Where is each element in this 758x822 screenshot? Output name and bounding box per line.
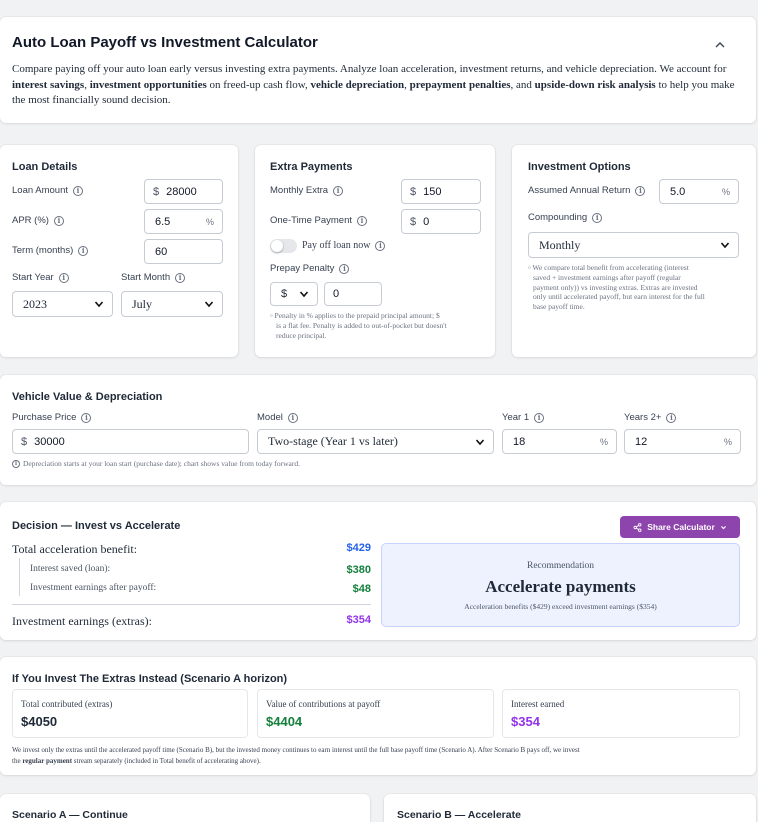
year1-input[interactable]: 18 % (502, 429, 617, 454)
interest-earned-box (502, 689, 740, 738)
depreciation-note: i Depreciation starts at your loan start (purchase date); chart shows value from today forward. (12, 459, 300, 469)
info-icon[interactable]: i (357, 216, 367, 226)
vehicle-title: Vehicle Value & Depreciation (12, 391, 163, 403)
investment-earnings-label: Investment earnings (extras): (12, 614, 152, 628)
info-icon[interactable]: i (73, 186, 83, 196)
breakdown-rail (19, 558, 20, 596)
compounding-select[interactable]: Monthly (528, 232, 739, 258)
years2-label: Years 2+ i (624, 412, 676, 423)
term-label: Term (months) i (12, 245, 88, 256)
chevron-down-icon (299, 289, 309, 299)
payoff-now-label: Pay off loan now i (302, 240, 385, 251)
payoff-now-toggle[interactable] (270, 239, 297, 253)
value-at-payoff-value: $4404 (266, 714, 303, 729)
penalty-value-input[interactable]: 0 (324, 282, 382, 306)
total-benefit-value: $429 (346, 542, 371, 554)
info-icon[interactable]: i (54, 216, 64, 226)
apr-label: APR (%) i (12, 215, 64, 226)
investment-options-title: Investment Options (528, 161, 631, 173)
decision-title: Decision — Invest vs Accelerate (12, 520, 181, 532)
decision-divider (12, 604, 371, 605)
info-icon[interactable]: i (534, 413, 544, 423)
toggle-knob (271, 240, 283, 252)
info-icon[interactable]: i (635, 186, 645, 196)
term-input[interactable]: 60 (144, 239, 223, 264)
penalty-note: ▫ Penalty in % applies to the prepaid principal amount; $ is a flat fee. Penalty is added to out-of-pocket but doesn't reduce principal. (270, 311, 447, 340)
chevron-down-icon (204, 299, 214, 309)
start-month-label: Start Month i (121, 272, 185, 283)
scenario-a-title: Scenario A — Continue (12, 809, 128, 821)
info-icon[interactable]: i (78, 246, 88, 256)
info-icon[interactable]: i (333, 186, 343, 196)
total-benefit-label: Total acceleration benefit: (12, 542, 138, 556)
invest-scenario-title: If You Invest The Extras Instead (Scenario A horizon) (12, 673, 288, 685)
page-title: Auto Loan Payoff vs Investment Calculator (12, 34, 318, 51)
chevron-down-icon (475, 437, 485, 447)
total-contributed-value: $4050 (21, 714, 58, 729)
earnings-after-payoff-label: Investment earnings after payoff: (30, 583, 157, 593)
recommendation-detail: Acceleration benefits ($429) exceed investment earnings ($354) (464, 602, 657, 611)
extra-payments-card (255, 145, 495, 357)
investment-options-card (512, 145, 756, 357)
one-time-payment-label: One-Time Payment i (270, 215, 367, 226)
monthly-extra-input[interactable]: $ 150 (401, 179, 481, 204)
prepay-penalty-label: Prepay Penalty i (270, 263, 349, 274)
interest-saved-label: Interest saved (loan): (30, 564, 111, 574)
loan-amount-label: Loan Amount i (12, 185, 83, 196)
apr-input[interactable]: 6.5 % (144, 209, 223, 234)
chevron-down-icon (720, 524, 727, 531)
loan-details-card (0, 145, 238, 357)
interest-earned-label: Interest earned (511, 699, 565, 709)
decision-card (0, 502, 756, 640)
total-contributed-box (12, 689, 248, 738)
info-icon[interactable]: i (375, 241, 385, 251)
header-card (0, 17, 756, 123)
purchase-price-label: Purchase Price i (12, 412, 91, 423)
start-year-select[interactable]: 2023 (12, 291, 113, 317)
years2-input[interactable]: 12 % (624, 429, 741, 454)
info-icon[interactable]: i (175, 273, 185, 283)
share-icon (633, 523, 642, 532)
penalty-type-select[interactable]: $ (270, 282, 318, 306)
info-icon[interactable]: i (81, 413, 91, 423)
interest-earned-value: $354 (511, 714, 540, 729)
start-month-select[interactable]: July (121, 291, 223, 317)
chevron-down-icon (720, 240, 730, 250)
page-description: Compare paying off your auto loan early versus investing extra payments. Analyze loan acceleration, investment returns, and vehicle depreciation. We account for interest savings, investment opportunities on freed-up cash flow, vehicle depreciation, prepayment penalties, and upside-down risk analysis to help you make the most financially sound decision. (12, 63, 735, 106)
earnings-after-payoff-value: $48 (352, 583, 371, 595)
extra-payments-title: Extra Payments (270, 161, 353, 173)
model-select[interactable]: Two-stage (Year 1 vs later) (257, 429, 494, 454)
year1-label: Year 1 i (502, 412, 544, 423)
chevron-down-icon (94, 299, 104, 309)
scenario-b-card (384, 794, 756, 822)
annual-return-label: Assumed Annual Return i (528, 185, 645, 196)
model-label: Model i (257, 412, 298, 423)
investment-note: ▫ We compare total benefit from accelerating (interest saved + investment earnings after payoff (regular payment only)) vs investing extras. Extras are invested only until accelerated payoff, but earn interest for the full base payoff time. (528, 263, 705, 311)
interest-saved-value: $380 (346, 564, 371, 576)
scenario-b-title: Scenario B — Accelerate (397, 809, 521, 821)
info-icon[interactable]: i (288, 413, 298, 423)
share-calculator-button[interactable]: Share Calculator (620, 516, 740, 538)
one-time-payment-input[interactable]: $ 0 (401, 209, 481, 234)
recommendation-caption: Recommendation (526, 561, 594, 571)
compounding-label: Compounding i (528, 212, 602, 223)
collapse-button[interactable] (714, 37, 730, 51)
info-icon[interactable]: i (59, 273, 69, 283)
start-year-label: Start Year i (12, 272, 69, 283)
investment-earnings-value: $354 (346, 614, 371, 626)
loan-details-title: Loan Details (12, 161, 78, 173)
info-icon[interactable]: i (666, 413, 676, 423)
info-icon[interactable]: i (339, 264, 349, 274)
total-contributed-label: Total contributed (extras) (21, 699, 113, 709)
info-icon[interactable]: i (592, 213, 602, 223)
recommendation-box (381, 543, 740, 627)
info-icon: i (12, 460, 20, 468)
chevron-up-icon (714, 40, 726, 50)
invest-scenario-card (0, 657, 756, 775)
annual-return-input[interactable]: 5.0 % (659, 179, 739, 204)
recommendation-title: Accelerate payments (485, 577, 636, 596)
invest-scenario-note: We invest only the extras until the accelerated payoff time (Scenario B), but the invested money continues to earn interest until the full base payoff time (Scenario A). After Scenario B pays off, we invest the regular payment stream separately (included in Total benefit of accelerating above). (12, 746, 580, 765)
value-at-payoff-box (257, 689, 494, 738)
monthly-extra-label: Monthly Extra i (270, 185, 343, 196)
scenario-a-card (0, 794, 370, 822)
value-at-payoff-label: Value of contributions at payoff (266, 699, 381, 709)
loan-amount-input[interactable]: $ 28000 (144, 179, 223, 204)
vehicle-card (0, 375, 756, 485)
purchase-price-input[interactable]: $ 30000 (12, 429, 249, 454)
